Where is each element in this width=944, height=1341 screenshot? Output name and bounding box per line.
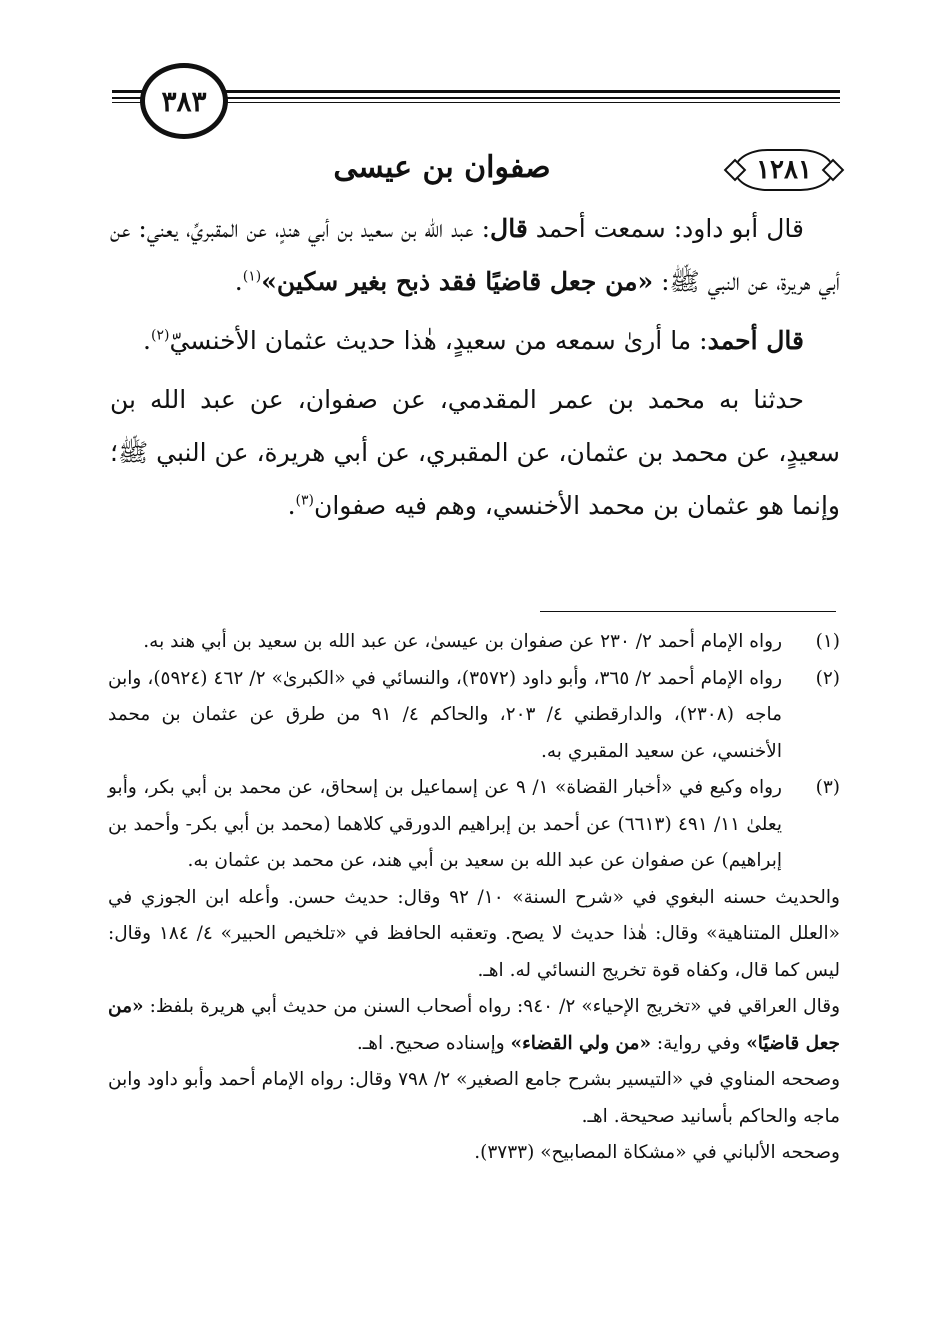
footnote-1: [108, 624, 840, 661]
text-run: : ما أرىٰ سمعه من سعيدٍ، هٰذا حديث عثمان الأخنسيّ: [169, 326, 708, 355]
footnote-3: [108, 770, 840, 880]
footnote-3-continued-2: [108, 989, 840, 1062]
footnote-text: رواه الإمام أحمد ٢/ ٣٦٥، وأبو داود (٣٥٧٢)، والنسائي في «الكبرىٰ» ٢/ ٤٦٢ (٥٩٢٤)، وابن ماجه (٢٣٠٨)، والدارقطني ٤/ ٢٠٣، والحاكم ٤/ ٩١ من طرق عن عثمان بن محمد الأخنسي، عن سعيد المقبري به.: [108, 667, 783, 762]
text-run: وفي رواية:: [651, 1032, 747, 1054]
footnote-text: رواه وكيع في «أخبار القضاة» ١/ ٩ عن إسماعيل بن إسحاق، عن محمد بن أبي بكر، وأبو يعلىٰ ١١/ ٤٩١ (٦٦١٣) عن أحمد بن إبراهيم الدورقي كلاهما (محمد بن أبي بكر- وأحمد بن إبراهيم) عن صفوان عن عبد الله بن سعيد بن أبي هند، عن محمد بن عثمان به.: [108, 777, 782, 871]
paragraph-3: [110, 373, 840, 532]
footnote-2: [108, 661, 840, 771]
entry-title: صفوان بن عيسى: [333, 150, 551, 185]
footnote-ref[interactable]: (٣): [295, 492, 314, 509]
page-number: ٣٨٣: [161, 84, 207, 118]
main-text: [110, 202, 840, 538]
footnote-separator: [540, 611, 836, 612]
entry-number-badge: [728, 145, 840, 195]
footnote-number: (١): [815, 631, 840, 652]
bold-run: قال: [490, 214, 528, 243]
footnote-number: (٢): [815, 667, 840, 689]
text-run: .: [287, 491, 296, 520]
text-run: وقال العراقي في «تخريج الإحياء» ٢/ ٩٤٠: رواه أصحاب السنن من حديث أبي هريرة بلفظ:: [143, 996, 841, 1017]
footnote-ref[interactable]: (١): [242, 268, 262, 285]
footnote-3-continued-3: وصححه المناوي في «التيسير بشرح جامع الصغير» ٢/ ٧٩٨ وقال: رواه الإمام أحمد وأبو داود وابن ماجه والحاكم بأسانيد صحيحة. اهـ.: [108, 1069, 841, 1127]
entry-number: ١٢٨١: [756, 155, 812, 185]
paragraph-1: [110, 202, 840, 308]
footnote-ref[interactable]: (٢): [150, 327, 170, 344]
footnotes: [108, 624, 840, 1172]
page-number-badge: [140, 63, 228, 139]
text-run: .: [234, 267, 243, 296]
text-run: .: [143, 326, 151, 355]
footnote-3-continued-4: وصححه الألباني في «مشكاة المصابيح» (٣٧٣٣).: [474, 1142, 840, 1163]
text-run: : عبد الله بن سعيد بن أبي هندٍ، عن المقبريِّ، يعني: عن أبي هريرة، عن النبي ﷺ:: [110, 214, 840, 296]
paragraph-2: [110, 314, 840, 367]
bold-run: قال أحمد: [707, 326, 804, 355]
footnote-number: (٣): [815, 777, 840, 798]
footnote-3-continued-1: والحديث حسنه البغوي في «شرح السنة» ١٠/ ٩٢ وقال: حديث حسن. وأعله ابن الجوزي في «العلل المتناهية» وقال: هٰذا حديث لا يصح. وتعقبه الحافظ في «تلخيص الحبير» ٤/ ١٨٤ وقال: ليس كما قال، وكفاه قوة تخريج النسائي له. اهـ.: [108, 886, 840, 981]
hadith-quote: «من ولي القضاء»: [510, 1032, 652, 1054]
text-run: وإسناده صحيح. اهـ.: [356, 1032, 511, 1054]
text-run: قال أبو داود: سمعت أحمد: [527, 214, 804, 243]
hadith-quote: «من جعل قاضيًا فقد ذبح بغير سكين»: [261, 267, 654, 296]
text-run: حدثنا به محمد بن عمر المقدمي، عن صفوان، عن عبد الله بن سعيدٍ، عن محمد بن عثمان، عن المقبري، عن أبي هريرة، عن النبي ﷺ؛ وإنما هو عثمان بن محمد الأخنسي، وهم فيه صفوان: [110, 385, 840, 520]
hadith-quote: «من جعل قاضيًا»: [108, 996, 840, 1054]
footnote-text: رواه الإمام أحمد ٢/ ٢٣٠ عن صفوان بن عيسىٰ، عن عبد الله بن سعيد بن أبي هند به.: [143, 631, 782, 652]
